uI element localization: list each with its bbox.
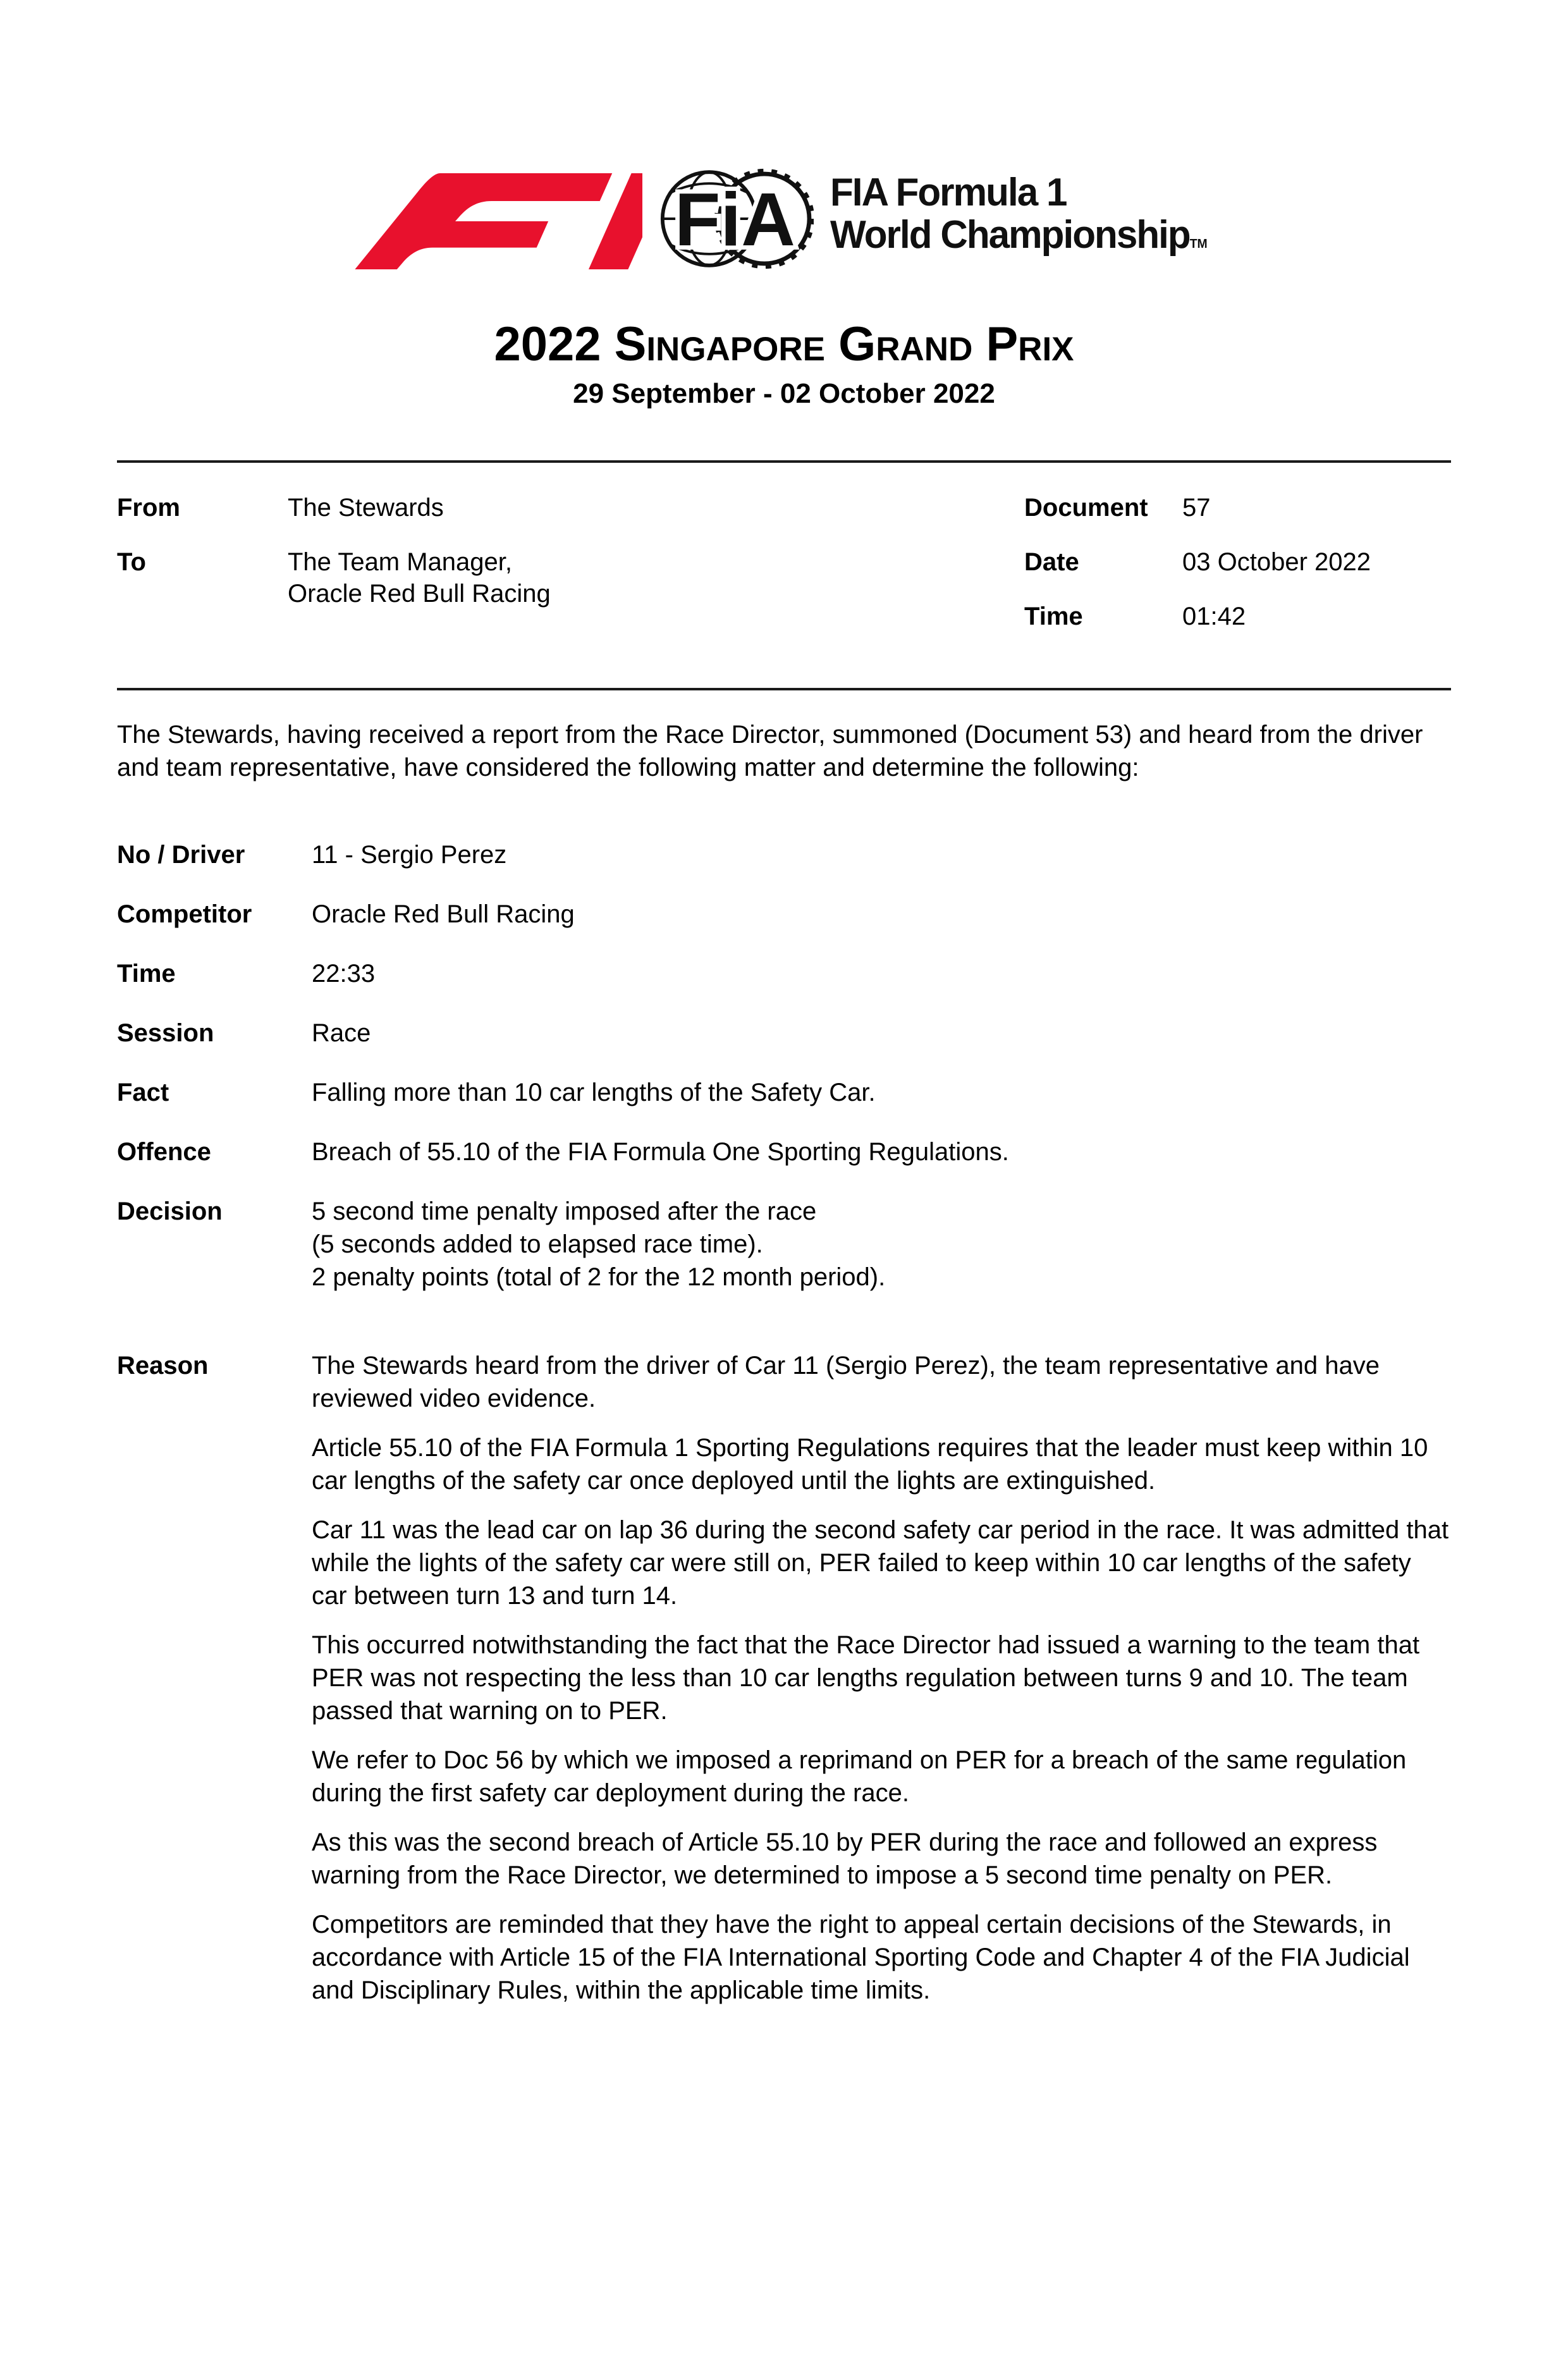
trademark-symbol: TM bbox=[1189, 237, 1208, 251]
field-session bbox=[117, 1017, 1451, 1050]
page-title: 2022 Singapore Grand Prix bbox=[494, 317, 1074, 371]
meta-row-from bbox=[117, 492, 1024, 523]
no-driver-label: No / Driver bbox=[117, 841, 245, 869]
meta-row-time bbox=[1024, 601, 1451, 632]
from-label: From bbox=[117, 494, 180, 522]
field-time bbox=[117, 957, 1451, 990]
reason-paragraph-2: Article 55.10 of the FIA Formula 1 Sporting Regulations requires that the leader must keep within 10 car lengths of the safety car once deployed until the lights are extinguished. bbox=[312, 1434, 1428, 1495]
competitor-value: Oracle Red Bull Racing bbox=[312, 900, 575, 928]
divider-top bbox=[117, 460, 1451, 463]
divider-bottom bbox=[117, 688, 1451, 690]
meta-row-document bbox=[1024, 492, 1451, 523]
f1-logo-icon bbox=[349, 166, 642, 272]
fia-monogram-text: FiA bbox=[675, 178, 795, 262]
event-date-range: 29 September - 02 October 2022 bbox=[573, 378, 995, 409]
competitor-label: Competitor bbox=[117, 900, 252, 928]
fia-logo-icon bbox=[659, 154, 814, 283]
intro-paragraph: The Stewards, having received a report from the Race Director, summoned (Document 53) and heard from the driver and team representative, have considered the following matter and determine the following: bbox=[117, 721, 1423, 781]
date-value: 03 October 2022 bbox=[1182, 548, 1371, 576]
reason-paragraph-3: Car 11 was the lead car on lap 36 during the second safety car period in the race. It was admitted that while the lights of the safety car were still on, PER failed to keep within 10 car lengths of the safety car between turn 13 and turn 14. bbox=[312, 1516, 1449, 1610]
document-label: Document bbox=[1024, 494, 1148, 522]
brand-line2: World ChampionshipTM bbox=[830, 213, 1208, 257]
session-label: Session bbox=[117, 1019, 214, 1047]
decision-label: Decision bbox=[117, 1197, 223, 1225]
reason-paragraph-4: This occurred notwithstanding the fact that the Race Director had issued a warning to the team that PER was not respecting the less than 10 car lengths regulation between turns 9 and 10. The team passed that warning on to PER. bbox=[312, 1631, 1420, 1725]
meta-row-date bbox=[1024, 546, 1451, 578]
offence-label: Offence bbox=[117, 1138, 211, 1166]
document-page bbox=[0, 150, 1568, 2369]
decision-line-3: 2 penalty points (total of 2 for the 12 month period). bbox=[312, 1263, 886, 1291]
reason-paragraph-1: The Stewards heard from the driver of Car 11 (Sergio Perez), the team representative and have reviewed video evidence. bbox=[312, 1352, 1380, 1412]
session-time-label: Time bbox=[117, 960, 176, 988]
document-number: 57 bbox=[1182, 494, 1211, 522]
offence-value: Breach of 55.10 of the FIA Formula One Sporting Regulations. bbox=[312, 1138, 1009, 1166]
to-value-line1: The Team Manager, bbox=[288, 548, 513, 576]
no-driver-value: 11 - Sergio Perez bbox=[312, 841, 507, 869]
decision-fields bbox=[117, 838, 1451, 2007]
reason-value bbox=[312, 1349, 1451, 2007]
reason-paragraph-6: As this was the second breach of Article 55.10 by PER during the race and followed an express warning from the Race Director, we determined to impose a 5 second time penalty on PER. bbox=[312, 1828, 1378, 1889]
field-decision bbox=[117, 1195, 1451, 1294]
fact-value: Falling more than 10 car lengths of the Safety Car. bbox=[312, 1079, 876, 1106]
reason-paragraph-7: Competitors are reminded that they have the right to appeal certain decisions of the Stewards, in accordance with Article 15 of the FIA International Sporting Code and Chapter 4 of the FIA Judicial and Disciplinary Rules, within the applicable time limits. bbox=[312, 1911, 1410, 2004]
decision-value bbox=[312, 1195, 1451, 1294]
session-value: Race bbox=[312, 1019, 371, 1047]
from-value: The Stewards bbox=[288, 494, 444, 522]
reason-label: Reason bbox=[117, 1352, 209, 1380]
time-label: Time bbox=[1024, 603, 1083, 630]
header-logo-row bbox=[117, 150, 1451, 286]
to-value-line2: Oracle Red Bull Racing bbox=[288, 580, 551, 608]
date-label: Date bbox=[1024, 548, 1079, 576]
brand-wordmark bbox=[830, 171, 1208, 266]
reason-paragraph-5: We refer to Doc 56 by which we imposed a reprimand on PER for a breach of the same regulation during the first safety car deployment during the race. bbox=[312, 1746, 1407, 1807]
document-meta bbox=[117, 492, 1451, 655]
session-time-value: 22:33 bbox=[312, 960, 376, 988]
fact-label: Fact bbox=[117, 1079, 169, 1106]
decision-line-1: 5 second time penalty imposed after the race bbox=[312, 1197, 817, 1225]
time-value: 01:42 bbox=[1182, 603, 1246, 630]
field-competitor bbox=[117, 898, 1451, 931]
brand-line1: FIA Formula 1 bbox=[830, 171, 1067, 214]
to-label: To bbox=[117, 548, 146, 576]
meta-doc-info bbox=[1024, 492, 1451, 655]
meta-row-to bbox=[117, 546, 1024, 609]
field-reason bbox=[117, 1349, 1451, 2007]
decision-line-2: (5 seconds added to elapsed race time). bbox=[312, 1230, 763, 1258]
field-offence bbox=[117, 1136, 1451, 1168]
to-value bbox=[288, 546, 1024, 609]
field-no-driver bbox=[117, 838, 1451, 871]
field-fact bbox=[117, 1076, 1451, 1109]
meta-from-to bbox=[117, 492, 1024, 655]
